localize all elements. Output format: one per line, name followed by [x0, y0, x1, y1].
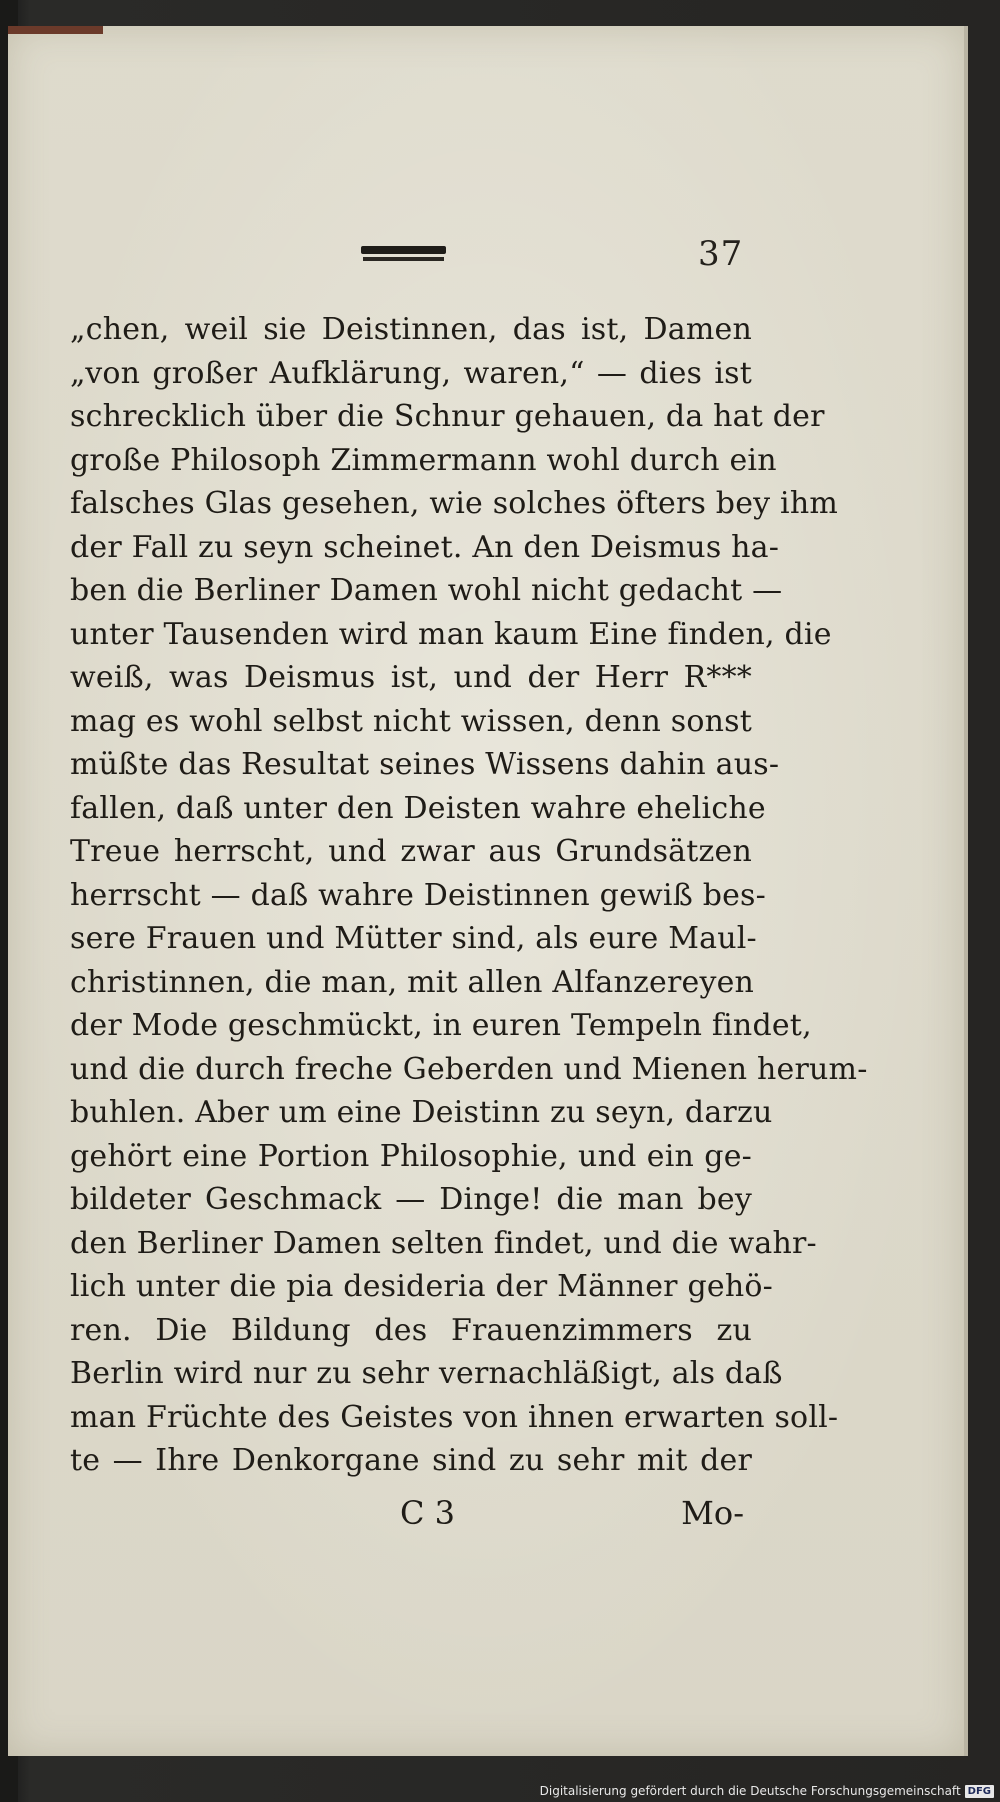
book-page — [8, 26, 968, 1756]
credit-text: Digitalisierung gefördert durch die Deutsche Forschungsgemeinschaft — [539, 1784, 961, 1798]
text-line: weiß, was Deismus ist, und der Herr R*** — [70, 660, 752, 695]
digitization-credit — [540, 1784, 994, 1798]
text-line: Berlin wird nur zu sehr vernachläßigt, als daß — [70, 1356, 783, 1391]
text-line: herrscht — daß wahre Deistinnen gewiß bes- — [70, 877, 766, 913]
text-line: große Philosoph Zimmermann wohl durch ein — [70, 442, 777, 478]
dfg-logo: DFG — [965, 1785, 994, 1798]
text-line: unter Tausenden wird man kaum Eine finden, die — [70, 616, 832, 652]
text-line: buhlen. Aber um eine Deistinn zu seyn, darzu — [70, 1095, 773, 1130]
text-line: sere Frauen und Mütter sind, als eure Maul- — [70, 921, 757, 956]
text-line: te — Ihre Denkorgane sind zu sehr mit der — [70, 1443, 752, 1478]
page-number: 37 — [698, 234, 744, 274]
text-line: fallen, daß unter den Deisten wahre eheliche — [70, 790, 766, 826]
body-text — [70, 308, 868, 1483]
catchline — [70, 1494, 752, 1542]
text-line: bildeter Geschmack — Dinge! die man bey — [70, 1182, 752, 1217]
text-line: gehört eine Portion Philosophie, und ein ge- — [70, 1138, 752, 1174]
catchword: Mo- — [681, 1494, 744, 1532]
ornament-bar-bottom — [363, 257, 444, 261]
text-line: christinnen, die man, mit allen Alfanzereyen — [70, 964, 755, 1000]
text-line: schrecklich über die Schnur gehauen, da hat der — [70, 399, 825, 434]
text-line: der Mode geschmückt, in euren Tempeln findet, — [70, 1008, 812, 1043]
text-line: und die durch freche Geberden und Mienen herum- — [70, 1051, 868, 1087]
ornament-bar-top — [361, 246, 446, 254]
text-line: den Berliner Damen selten findet, und die wahr- — [70, 1225, 817, 1261]
text-line: Treue herrscht, und zwar aus Grundsätzen — [70, 834, 752, 869]
binding-corner-mark — [8, 26, 103, 34]
text-line: lich unter die pia desideria der Männer gehö- — [70, 1269, 773, 1304]
text-line: ben die Berliner Damen wohl nicht gedacht — — [70, 573, 783, 608]
text-line: mag es wohl selbst nicht wissen, denn sonst — [70, 703, 752, 739]
text-line: müßte das Resultat seines Wissens dahin aus- — [70, 747, 780, 782]
text-line: falsches Glas gesehen, wie solches öfters bey ihm — [70, 486, 839, 521]
text-line: „chen, weil sie Deistinnen, das ist, Damen — [70, 312, 752, 347]
text-line: der Fall zu seyn scheinet. An den Deismus ha- — [70, 529, 780, 565]
text-line: ren. Die Bildung des Frauenzimmers zu — [70, 1312, 752, 1348]
text-line: „von großer Aufklärung, waren,“ — dies ist — [70, 355, 752, 391]
text-line: man Früchte des Geistes von ihnen erwarten soll- — [70, 1399, 839, 1435]
header-ornament-rule — [361, 246, 446, 264]
printer-signature: C 3 — [400, 1494, 456, 1532]
